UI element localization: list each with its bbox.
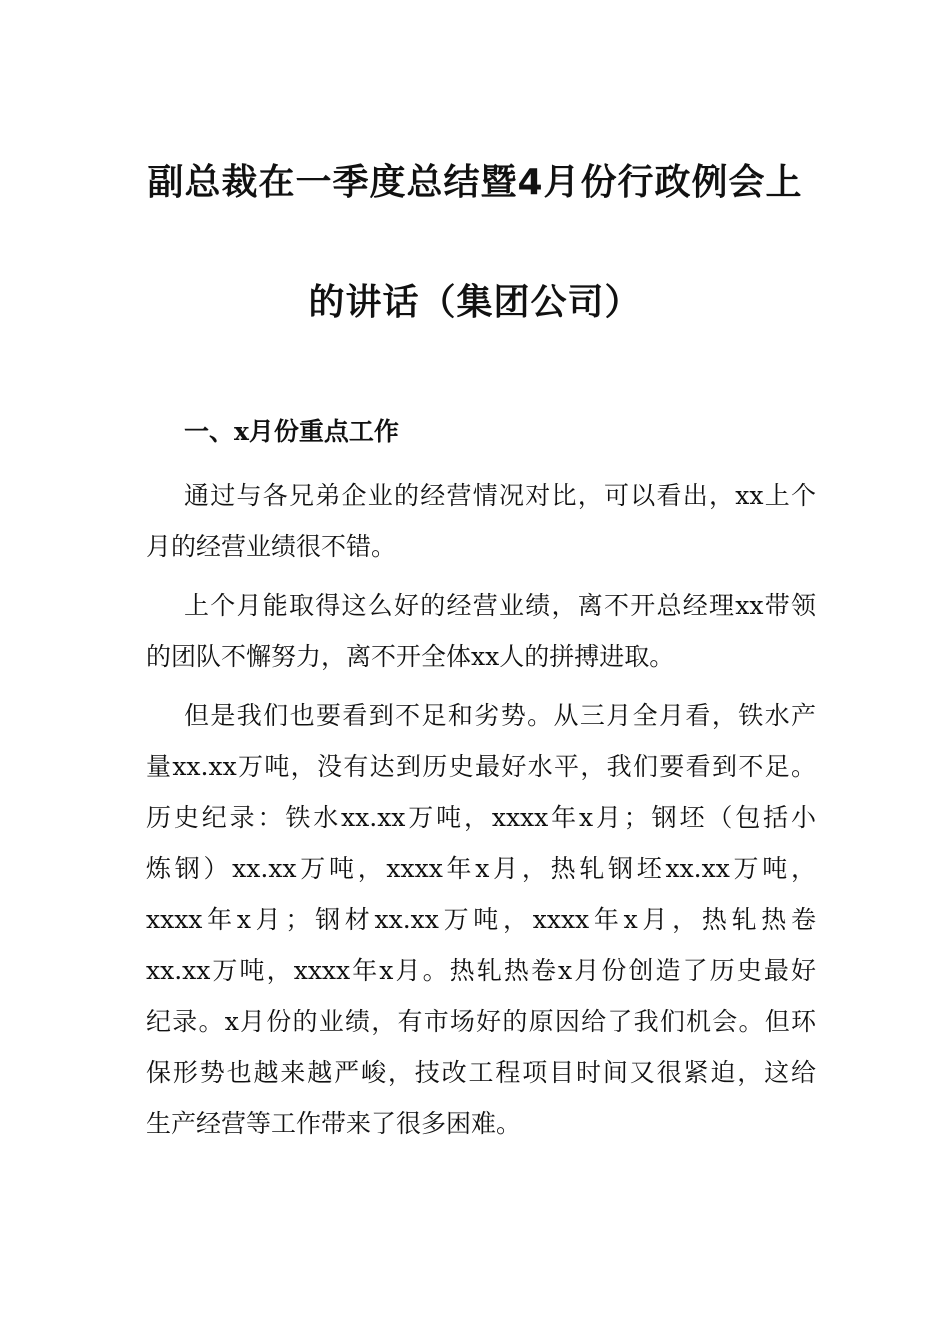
document-title-line-1: 副总裁在一季度总结暨4月份行政例会上 — [147, 162, 803, 203]
paragraph-line: 历史纪录：铁水xx.xx万吨，xxxx年x月；钢坯（包括小 — [146, 803, 816, 832]
paragraph-line: xx.xx万吨，xxxx年x月。热轧热卷x月份创造了历史最好 — [146, 956, 816, 985]
paragraph-2 — [146, 580, 816, 682]
section-heading: 一、x月份重点工作 — [184, 417, 399, 446]
paragraph-line: 的团队不懈努力，离不开全体xx人的拼搏进取。 — [146, 642, 675, 671]
paragraph-line: 保形势也越来越严峻，技改工程项目时间又很紧迫，这给 — [146, 1058, 816, 1087]
paragraph-line: 月的经营业绩很不错。 — [146, 532, 397, 561]
paragraph-line: 纪录。x月份的业绩，有市场好的原因给了我们机会。但环 — [146, 1007, 816, 1036]
paragraph-line: 通过与各兄弟企业的经营情况对比，可以看出，xx上个 — [184, 481, 816, 510]
paragraph-line: xxxx年x月；钢材xx.xx万吨，xxxx年x月，热轧热卷 — [146, 905, 816, 934]
paragraph-line: 生产经营等工作带来了很多困难。 — [146, 1109, 522, 1138]
paragraph-line: 上个月能取得这么好的经营业绩，离不开总经理xx带领 — [184, 591, 816, 620]
document-title-line-2: 的讲话（集团公司） — [308, 282, 642, 323]
paragraph-1 — [146, 470, 816, 572]
paragraph-line: 但是我们也要看到不足和劣势。从三月全月看，铁水产 — [184, 701, 816, 730]
paragraph-line: 炼钢）xx.xx万吨，xxxx年x月，热轧钢坯xx.xx万吨， — [146, 854, 816, 883]
paragraph-3 — [146, 690, 816, 1149]
paragraph-line: 量xx.xx万吨，没有达到历史最好水平，我们要看到不足。 — [146, 752, 816, 781]
